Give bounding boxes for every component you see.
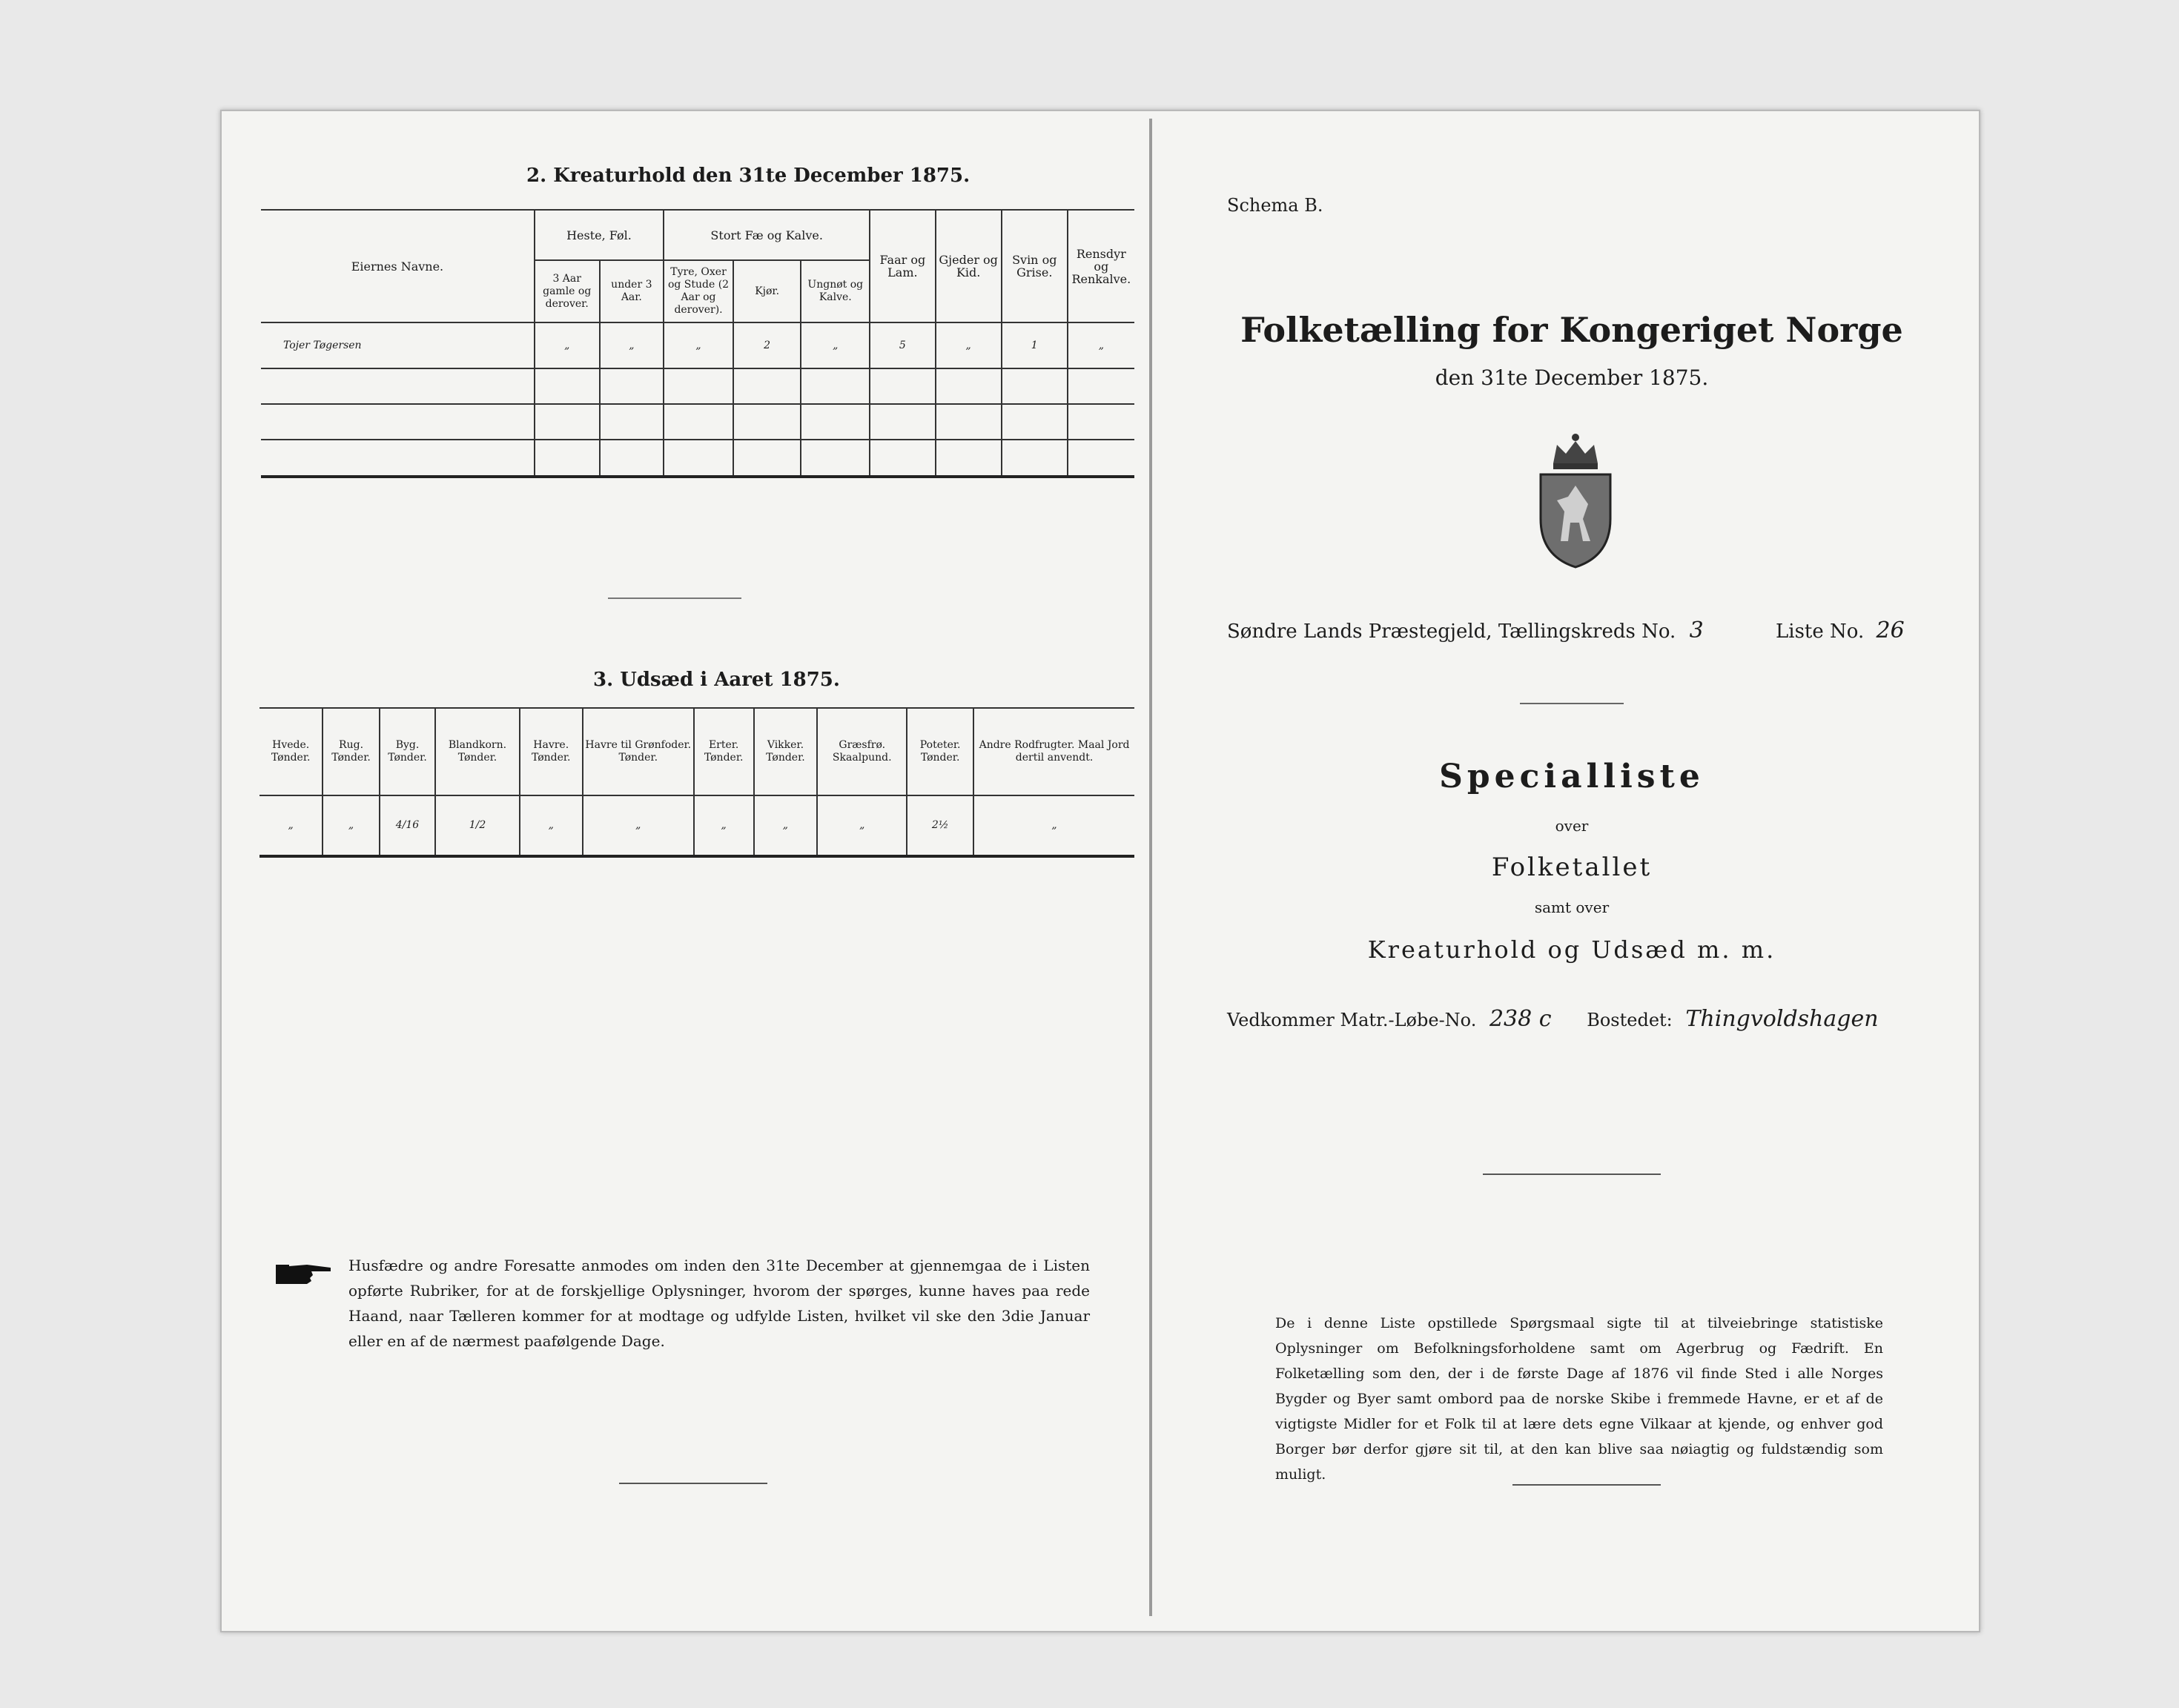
liste-label: Liste No.: [1776, 620, 1865, 643]
matr-label: Vedkommer Matr.-Løbe-No.: [1227, 1010, 1477, 1030]
section3-title: 3. Udsæd i Aaret 1875.: [593, 669, 840, 691]
val-8: „: [817, 795, 907, 856]
liste-number: 26: [1876, 618, 1905, 643]
cell-reindeer: „: [1068, 322, 1134, 368]
col-young-cattle: Ungnøt og Kalve.: [801, 260, 870, 322]
over-label: over: [1555, 817, 1589, 835]
col-sheep: Faar og Lam.: [870, 210, 935, 322]
divider-1: [608, 598, 741, 599]
cell-c1: „: [664, 322, 733, 368]
head-10: Andre Rodfrugter. Maal Jord dertil anvendt.: [973, 708, 1134, 795]
kreds-number: 3: [1689, 618, 1704, 643]
footer-text: De i denne Liste opstillede Spørgsmaal sigte til at tilveiebringe statistiske Oplysninger om Befolkningsforholdene samt om Agerbrug og Fædrift. En Folketælling som den, der i de første Dage af 1876 vil finde Sted i alle Norges Bygder og Byer samt ombord paa de norske Skibe i fremmede Havne, er et af de vigtigste Midler for et Folk til at lære dets egne Vilkaar at kjende, og enhver god Borger bør derfor gjøre sit til, at den kan blive saa nøiagtig og fuldstændig som muligt.: [1275, 1315, 1883, 1483]
cell-h1: „: [535, 322, 600, 368]
divider-2: [619, 1483, 767, 1484]
col-bulls: Tyre, Oxer og Stude (2 Aar og derover).: [664, 260, 733, 322]
coat-of-arms-emblem: [1535, 430, 1616, 571]
val-0: „: [259, 795, 323, 856]
val-5: „: [583, 795, 694, 856]
divider-4: [1483, 1174, 1661, 1175]
group-cattle: Stort Fæ og Kalve.: [664, 210, 870, 260]
head-8: Græsfrø. Skaalpund.: [817, 708, 907, 795]
cell-h2: „: [600, 322, 664, 368]
head-9: Poteter. Tønder.: [907, 708, 973, 795]
head-4: Havre. Tønder.: [520, 708, 583, 795]
samt-over-label: samt over: [1534, 898, 1610, 916]
folketallet-label: Folketallet: [1491, 853, 1653, 882]
livestock-table: [261, 209, 1134, 478]
val-7: „: [754, 795, 818, 856]
kreaturhold-label: Kreaturhold og Udsæd m. m.: [1367, 936, 1776, 964]
owner-name: Tojer Tøgersen: [261, 322, 535, 368]
col-horses-old: 3 Aar gamle og derover.: [535, 260, 600, 322]
head-3: Blandkorn. Tønder.: [435, 708, 519, 795]
group-horses: Heste, Føl.: [535, 210, 664, 260]
head-1: Rug. Tønder.: [323, 708, 379, 795]
census-date: den 31te December 1875.: [1435, 365, 1709, 390]
head-0: Hvede. Tønder.: [259, 708, 323, 795]
matr-number: 238 c: [1489, 1006, 1552, 1032]
val-4: „: [520, 795, 583, 856]
cell-c3: „: [801, 322, 870, 368]
cell-pigs: 1: [1002, 322, 1068, 368]
head-5: Havre til Grønfoder. Tønder.: [583, 708, 694, 795]
section2-title: 2. Kreaturhold den 31te December 1875.: [526, 165, 971, 187]
col-cows: Kjør.: [733, 260, 801, 322]
val-10: „: [973, 795, 1134, 856]
val-3: 1/2: [435, 795, 519, 856]
specialliste-heading: Specialliste: [1439, 758, 1704, 795]
bosted-value: Thingvoldshagen: [1685, 1006, 1879, 1032]
val-1: „: [323, 795, 379, 856]
col-goats: Gjeder og Kid.: [936, 210, 1002, 322]
matr-line: [1227, 1006, 1879, 1032]
cell-c2: 2: [733, 322, 801, 368]
pointing-hand-icon: [274, 1259, 334, 1288]
head-2: Byg. Tønder.: [380, 708, 436, 795]
col-horses-young: under 3 Aar.: [600, 260, 664, 322]
schema-label: Schema B.: [1227, 195, 1323, 216]
liste-line: [1776, 618, 1905, 643]
head-7: Vikker. Tønder.: [754, 708, 818, 795]
cell-goats: „: [936, 322, 1002, 368]
parish-label: Søndre Lands Præstegjeld, Tællingskreds No.: [1227, 620, 1676, 643]
divider-3: [1520, 703, 1624, 704]
cell-sheep: 5: [870, 322, 935, 368]
census-title: Folketælling for Kongeriget Norge: [1240, 310, 1903, 350]
val-2: 4/16: [380, 795, 436, 856]
seed-table: [259, 707, 1134, 858]
notice-text: Husfædre og andre Foresatte anmodes om inden den 31te December at gjennemgaa de i Listen opførte Rubriker, for at de forskjellige Oplysninger, hvorom der spørges, kunne haves paa rede Haand, naar Tælleren kommer for at modtage og udfylde Listen, hvilket vil ske den 3die Januar eller en af de nærmest paafølgende Dage.: [348, 1257, 1090, 1350]
divider-5: [1512, 1484, 1661, 1486]
val-9: 2½: [907, 795, 973, 856]
bosted-label: Bostedet:: [1587, 1010, 1673, 1030]
parish-line: [1227, 618, 1704, 643]
col-reindeer: Rensdyr og Renkalve.: [1068, 210, 1134, 322]
head-6: Erter. Tønder.: [694, 708, 754, 795]
col-pigs: Svin og Grise.: [1002, 210, 1068, 322]
val-6: „: [694, 795, 754, 856]
page-fold: [1149, 119, 1152, 1616]
col-owner: Eiernes Navne.: [261, 210, 535, 322]
